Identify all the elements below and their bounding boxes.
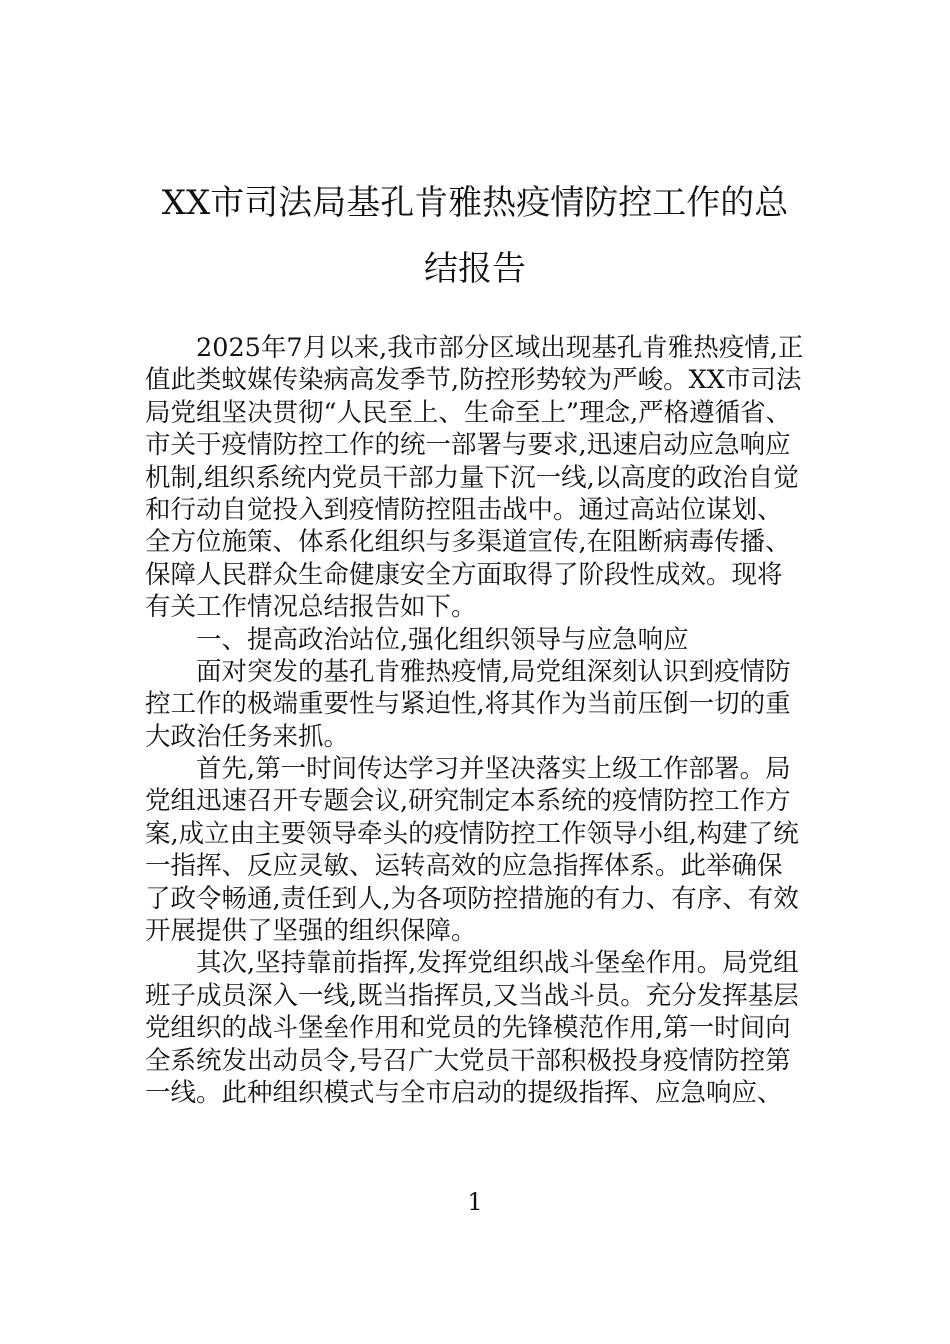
title-line-2: 结报告	[424, 249, 526, 289]
section-heading-1: 一、提高政治站位,强化组织领导与应急响应	[196, 624, 689, 655]
document-body	[145, 332, 811, 1109]
paragraph-1-line-6: 和行动自觉投入到疫情防控阻击战中。通过高站位谋划、	[145, 494, 783, 525]
paragraph-2-line-3: 大政治任务来抓。	[145, 721, 350, 752]
paragraph-4-line-5: 一线。此种组织模式与全市启动的提级指挥、应急响应、	[145, 1077, 783, 1108]
document-title	[130, 170, 820, 302]
paragraph-3-line-6: 开展提供了坚强的组织保障。	[145, 916, 477, 947]
paragraph-2-line-2: 控工作的极端重要性与紧迫性,将其作为当前压倒一切的重	[145, 689, 791, 720]
paragraph-1-line-1: 2025年7月以来,我市部分区域出现基孔肯雅热疫情,正	[196, 333, 804, 363]
paragraph-1-line-5: 机制,组织系统内党员干部力量下沉一线,以高度的政治自觉	[145, 462, 799, 493]
paragraph-4-line-3: 党组织的战斗堡垒作用和党员的先锋模范作用,第一时间向	[145, 1013, 791, 1044]
paragraph-1-line-3: 局党组坚决贯彻“人民至上、生命至上”理念,严格遵循省、	[145, 397, 792, 428]
paragraph-3-line-2: 党组迅速召开专题会议,研究制定本系统的疫情防控工作方	[145, 786, 791, 817]
paragraph-2-line-1: 面对突发的基孔肯雅热疫情,局党组深刻认识到疫情防	[196, 656, 791, 687]
paragraph-1-line-2: 值此类蚊媒传染病高发季节,防控形势较为严峻。XX市司法	[145, 365, 802, 396]
paragraph-4-line-2: 班子成员深入一线,既当指挥员,又当战斗员。充分发挥基层	[145, 980, 799, 1011]
paragraph-1-line-4: 市关于疫情防控工作的统一部署与要求,迅速启动应急响应	[145, 430, 791, 461]
paragraph-3-line-4: 一指挥、反应灵敏、运转高效的应急指挥体系。此举确保	[145, 851, 783, 882]
paragraph-1-line-7: 全方位施策、体系化组织与多渠道宣传,在阻断病毒传播、	[145, 527, 791, 558]
paragraph-3-line-1: 首先,第一时间传达学习并坚决落实上级工作部署。局	[196, 754, 791, 785]
paragraph-1-line-8: 保障人民群众生命健康安全方面取得了阶段性成效。现将	[145, 559, 783, 590]
title-line-1: XX市司法局基孔肯雅热疫情防控工作的总	[161, 183, 789, 223]
paragraph-4-line-1: 其次,坚持靠前指挥,发挥党组织战斗堡垒作用。局党组	[196, 948, 799, 979]
paragraph-1-line-9: 有关工作情况总结报告如下。	[145, 592, 477, 623]
page-number: 1	[467, 1188, 483, 1216]
paragraph-3-line-3: 案,成立由主要领导牵头的疫情防控工作领导小组,构建了统	[145, 818, 799, 849]
paragraph-3-line-5: 了政令畅通,责任到人,为各项防控措施的有力、有序、有效	[145, 883, 799, 914]
paragraph-4-line-4: 全系统发出动员令,号召广大党员干部积极投身疫情防控第	[145, 1045, 791, 1076]
